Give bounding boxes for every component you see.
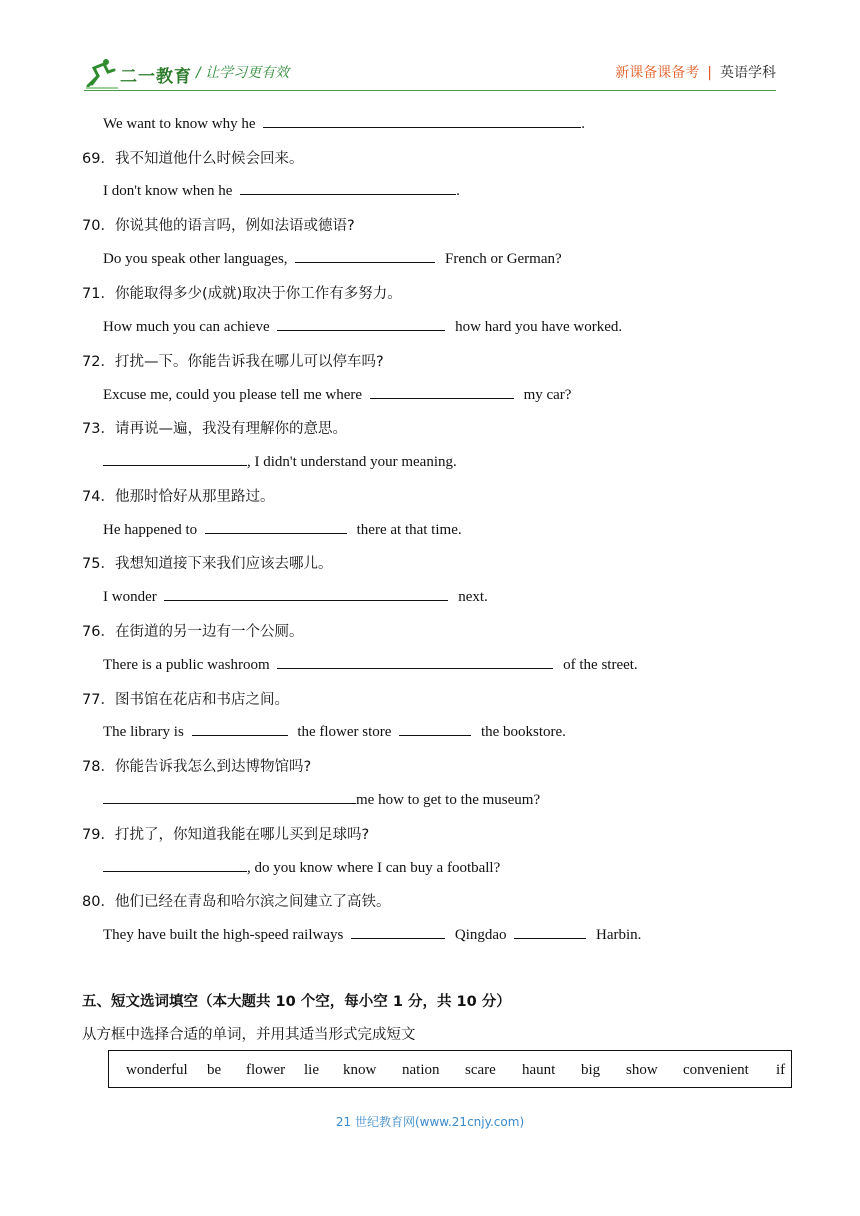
q78-text-b: me how to get to the museum? (356, 792, 541, 808)
word-bank-item: show (626, 1062, 658, 1078)
q69-english (103, 180, 460, 200)
q80-chinese: 80．他们已经在青岛和哈尔滨之间建立了高铁。 (82, 894, 391, 910)
q80-text-b: Qingdao (454, 927, 507, 943)
word-bank-item: haunt (522, 1062, 556, 1078)
q78-blank[interactable] (103, 789, 356, 804)
q80-blank-2[interactable] (514, 924, 586, 939)
page-footer[interactable]: 21 世纪教育网(www.21cnjy.com) (335, 1115, 525, 1129)
word-bank-item: know (343, 1062, 377, 1078)
header-subject-label: 英语学科 (720, 65, 776, 81)
q70-blank[interactable] (295, 248, 435, 263)
q74-chinese: 74．他那时恰好从那里路过。 (82, 489, 275, 505)
q71-english (103, 316, 622, 336)
q79-blank[interactable] (103, 857, 247, 872)
header-divider (84, 90, 776, 91)
q80-text-c: Harbin. (596, 927, 642, 943)
q71-text-b: how hard you have worked. (455, 319, 623, 335)
q80-blank-1[interactable] (351, 924, 445, 939)
q77-blank-1[interactable] (192, 721, 288, 736)
q68-english (103, 113, 585, 133)
q74-english (103, 519, 462, 539)
q74-blank[interactable] (205, 519, 347, 534)
q74-text-a: He happened to (103, 522, 198, 538)
word-bank-item: if (776, 1062, 786, 1078)
q77-english (103, 721, 566, 741)
q70-chinese: 70．你说其他的语言吗，例如法语或德语? (82, 218, 355, 234)
q71-chinese: 71．你能取得多少(成就)取决于你工作有多努力。 (82, 286, 402, 302)
word-bank-item: wonderful (126, 1062, 188, 1078)
q73-english (103, 451, 457, 471)
q72-english (103, 384, 571, 404)
q69-text-b: . (456, 183, 460, 199)
q79-text-b: , do you know where I can buy a football? (247, 860, 501, 876)
q79-chinese: 79．打扰了，你知道我能在哪儿买到足球吗? (82, 827, 370, 843)
q70-english (103, 248, 562, 268)
word-bank-item: big (581, 1062, 601, 1078)
q78-english (103, 789, 540, 809)
q73-chinese: 73．请再说—遍，我没有理解你的意思。 (82, 421, 347, 437)
q79-english (103, 857, 500, 877)
section-title: 五、短文选词填空（本大题共 10 个空，每小空 1 分，共 10 分） (82, 994, 511, 1010)
q72-chinese: 72．打扰—下。你能告诉我在哪儿可以停车吗? (82, 354, 384, 370)
word-bank-box (108, 1050, 792, 1088)
q73-blank[interactable] (103, 451, 247, 466)
q77-text-c: the bookstore. (480, 724, 566, 740)
q76-text-b: of the street. (563, 657, 638, 673)
q69-blank[interactable] (240, 180, 456, 195)
page-header (0, 0, 860, 100)
q76-english (103, 654, 638, 674)
q74-text-b: there at that time. (356, 522, 462, 538)
header-separator: | (707, 65, 712, 81)
q75-text-a: I wonder (103, 589, 157, 605)
q77-blank-2[interactable] (399, 721, 471, 736)
q76-text-a: There is a public washroom (103, 657, 270, 673)
q77-text-b: the flower store (297, 724, 392, 740)
header-slogan: / 让学习更有效 (196, 65, 290, 81)
header-right (615, 62, 776, 82)
q68-text-b: . (581, 116, 586, 132)
word-bank-item: nation (402, 1062, 440, 1078)
q68-text-a: We want to know why he (103, 116, 256, 132)
q72-blank[interactable] (370, 384, 514, 399)
word-bank-item: be (207, 1062, 222, 1078)
word-bank-item: lie (304, 1062, 319, 1078)
q71-text-a: How much you can achieve (103, 319, 270, 335)
word-bank-item: scare (465, 1062, 496, 1078)
q77-text-a: The library is (103, 724, 184, 740)
q76-blank[interactable] (277, 654, 553, 669)
q75-blank[interactable] (164, 586, 448, 601)
header-course-label: 新课备课备考 (615, 65, 700, 81)
word-bank-item: flower (246, 1062, 286, 1078)
word-bank-item: convenient (683, 1062, 749, 1078)
q70-text-a: Do you speak other languages, (103, 251, 288, 267)
q80-english (103, 924, 641, 944)
q80-text-a: They have built the high-speed railways (103, 927, 344, 943)
q68-blank[interactable] (263, 113, 581, 128)
q75-chinese: 75．我想知道接下来我们应该去哪儿。 (82, 556, 333, 572)
q71-blank[interactable] (277, 316, 445, 331)
section-instructions: 从方框中选择合适的单词，并用其适当形式完成短文 (82, 1027, 416, 1043)
q75-english (103, 586, 488, 606)
q76-chinese: 76．在街道的另一边有一个公厕。 (82, 624, 304, 640)
q72-text-a: Excuse me, could you please tell me where (103, 387, 363, 403)
q69-text-a: I don't know when he (103, 183, 233, 199)
logo-text: 二一教育 (120, 67, 192, 87)
q75-text-b: next. (458, 589, 488, 605)
q70-text-b: French or German? (445, 251, 562, 267)
q72-text-b: my car? (523, 387, 572, 403)
q73-text-b: , I didn't understand your meaning. (247, 454, 457, 470)
q69-chinese: 69．我不知道他什么时候会回来。 (82, 151, 304, 167)
q77-chinese: 77．图书馆在花店和书店之间。 (82, 692, 289, 708)
q78-chinese: 78．你能告诉我怎么到达博物馆吗? (82, 759, 312, 775)
